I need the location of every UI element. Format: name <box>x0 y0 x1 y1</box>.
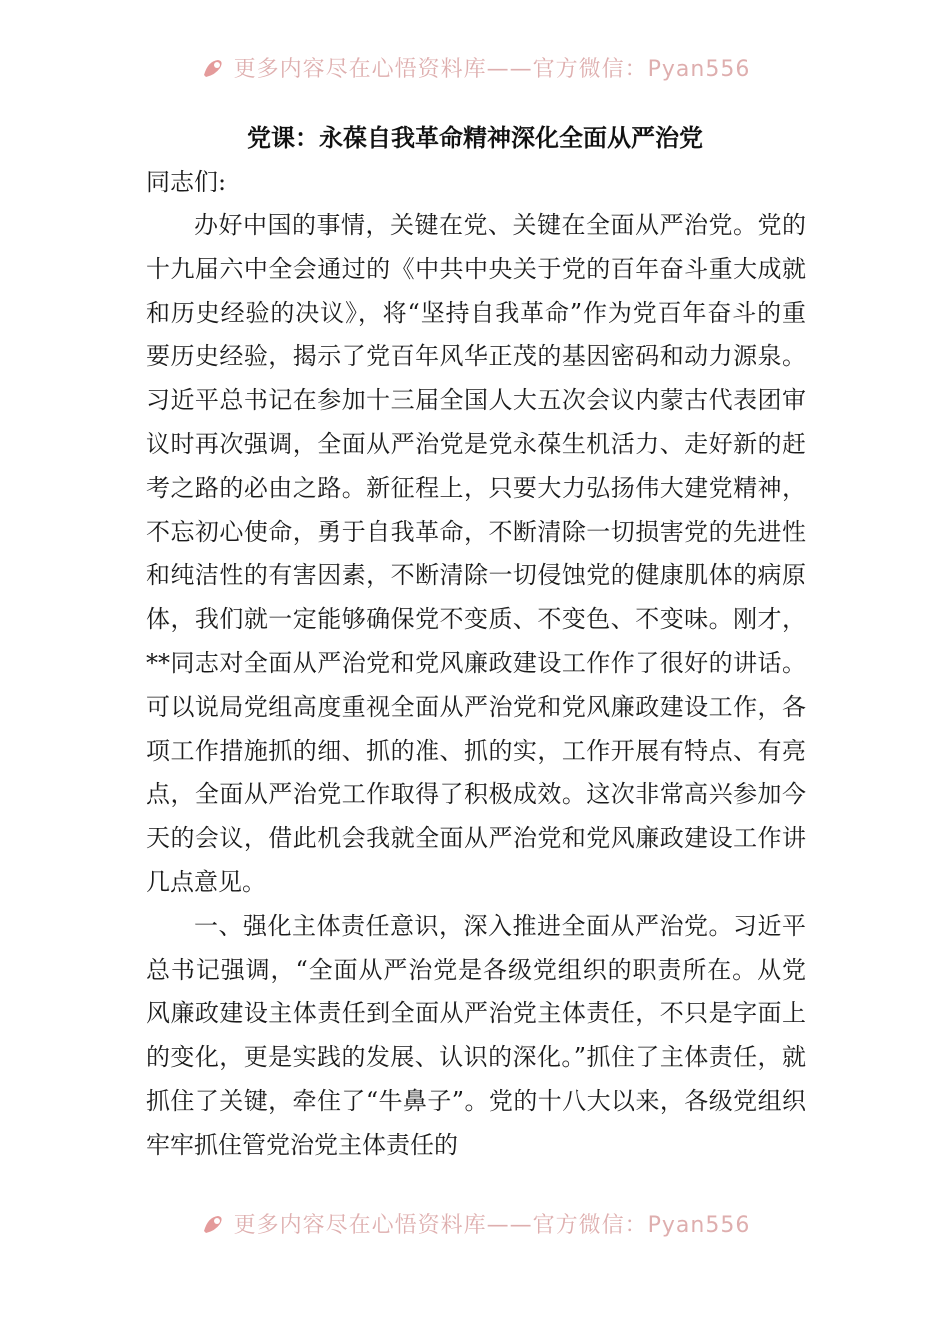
greeting: 同志们: <box>146 168 227 196</box>
watermark-logo-icon <box>200 55 226 81</box>
paragraph: 办好中国的事情，关键在党、关键在全面从严治党。党的十九届六中全会通过的《中共中央关于党的百年奋斗重大成就和历史经验的决议》，将“坚持自我革命”作为党百年奋斗的重要历史经验，揭示了党百年风华正茂的基因密码和动力源泉。习近平总书记在参加十三届全国人大五次会议内蒙古代表团审议时再次强调，全面从严治党是党永葆生机活力、走好新的赶考之路的必由之路。新征程上，只要大力弘扬伟大建党精神，不忘初心使命，勇于自我革命，不断清除一切损害党的先进性和纯洁性的有害因素，不断清除一切侵蚀党的健康肌体的病原体，我们就一定能够确保党不变质、不变色、不变味。刚才，**同志对全面从严治党和党风廉政建设工作作了很好的讲话。可以说局党组高度重视全面从严治党和党风廉政建设工作，各项工作措施抓的细、抓的准、抓的实，工作开展有特点、有亮点，全面从严治党工作取得了积极成效。这次非常高兴参加今天的会议，借此机会我就全面从严治党和党风廉政建设工作讲几点意见。 <box>146 211 806 896</box>
watermark-footer <box>0 1208 950 1239</box>
document-title: 党课：永葆自我革命精神深化全面从严治党 <box>247 124 703 152</box>
watermark-header <box>0 52 950 83</box>
document-body <box>146 204 806 1168</box>
watermark-text: 更多内容尽在心悟资料库——官方微信：Pyan556 <box>233 1213 751 1238</box>
watermark-logo-icon <box>200 1211 226 1237</box>
watermark-text: 更多内容尽在心悟资料库——官方微信：Pyan556 <box>233 57 751 82</box>
paragraph: 一、强化主体责任意识，深入推进全面从严治党。习近平总书记强调，“全面从严治党是各级党组织的职责所在。从党风廉政建设主体责任到全面从严治党主体责任，不只是字面上的变化，更是实践的发展、认识的深化。”抓住了主体责任，就抓住了关键，牵住了“牛鼻子”。党的十八大以来，各级党组织牢牢抓住管党治党主体责任的 <box>146 911 806 1159</box>
